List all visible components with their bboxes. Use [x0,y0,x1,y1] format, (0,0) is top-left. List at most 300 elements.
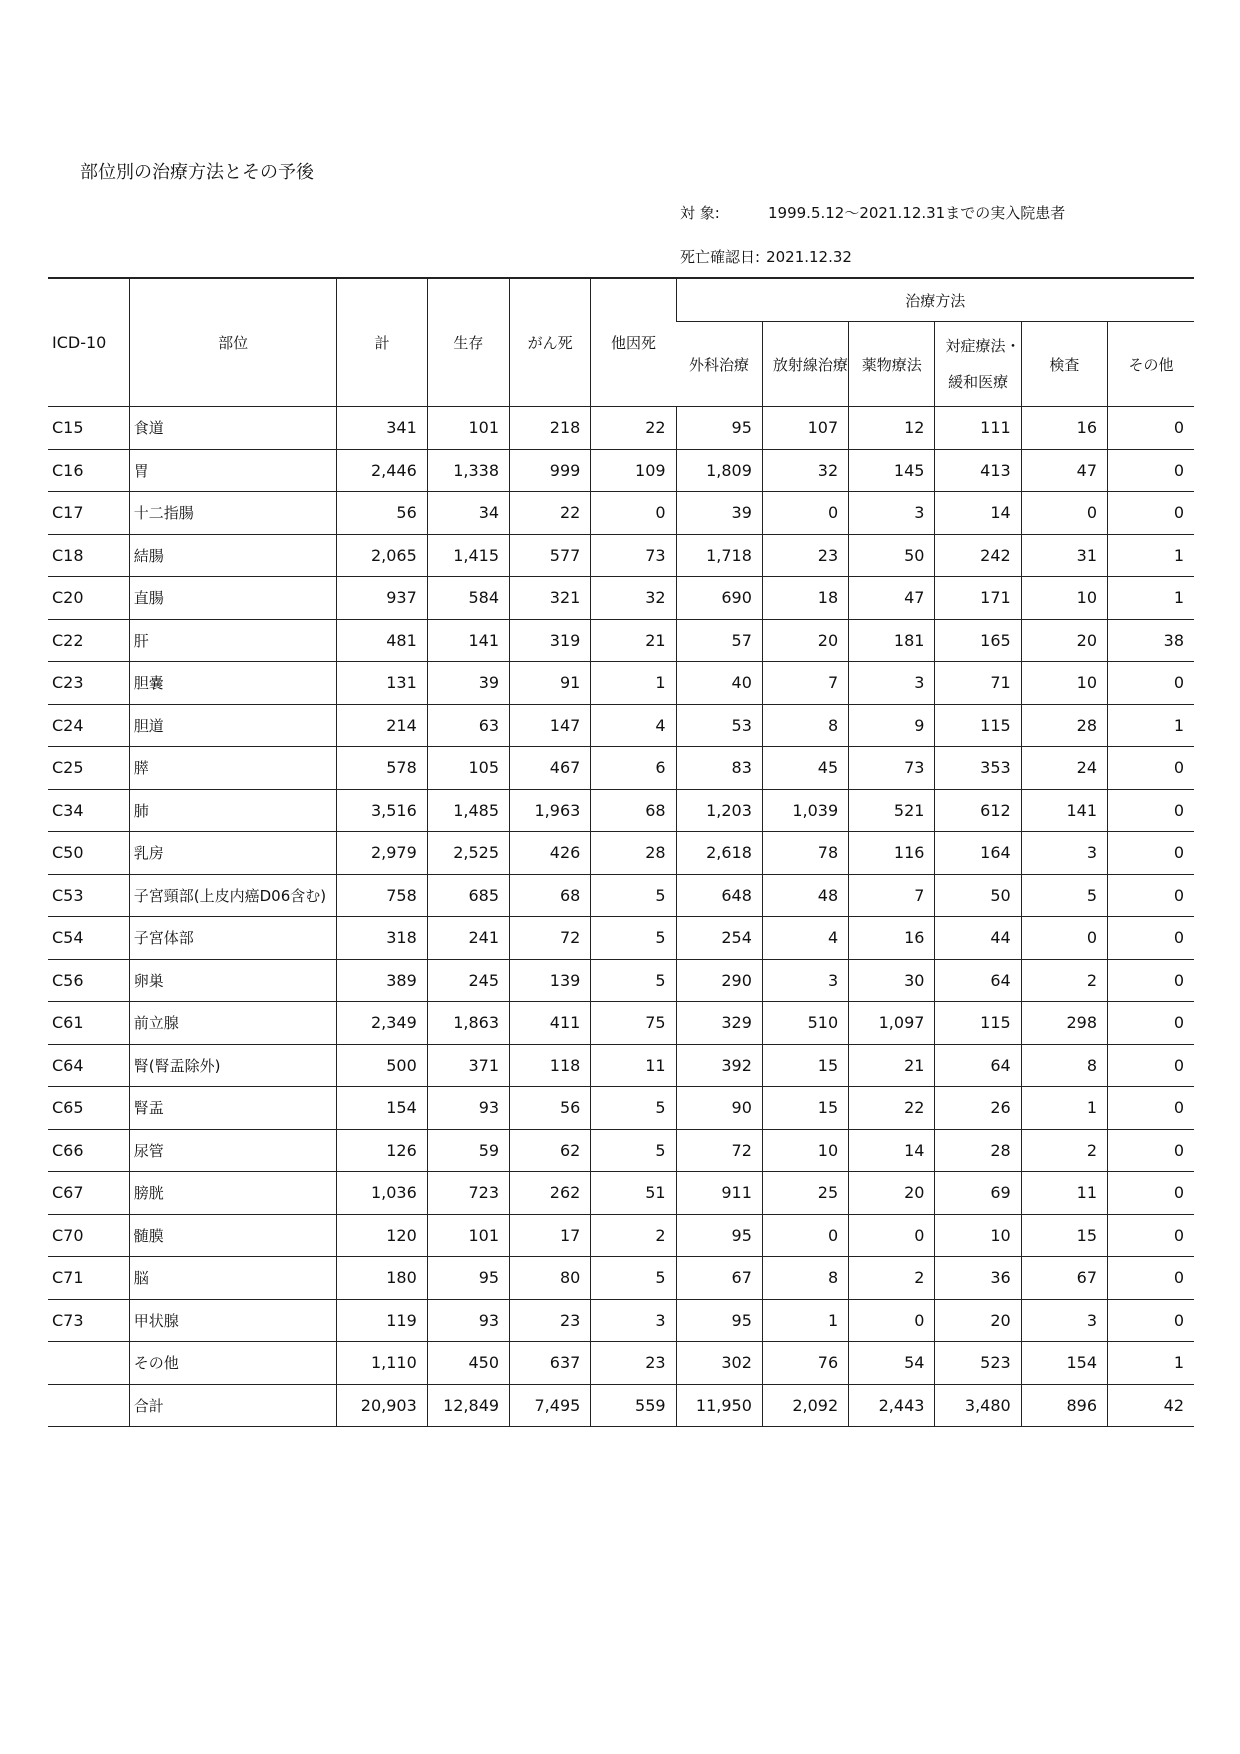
cell-alive: 101 [427,1214,509,1257]
cell-alive: 245 [427,959,509,1002]
cell-surgery: 11,950 [676,1384,762,1427]
cell-alive: 241 [427,917,509,960]
cell-alive: 685 [427,874,509,917]
cell-alive: 723 [427,1172,509,1215]
cell-other: 1 [1108,1342,1195,1385]
treatment-outcome-table [48,277,1194,1427]
cell-palliative: 36 [935,1257,1021,1300]
cell-palliative: 115 [935,1002,1021,1045]
cell-palliative: 71 [935,662,1021,705]
cell-drug: 3 [849,662,935,705]
cell-surgery: 67 [676,1257,762,1300]
table-row [48,832,1194,875]
cell-other-death: 22 [591,407,676,450]
cell-exam: 5 [1021,874,1107,917]
cell-surgery: 1,203 [676,789,762,832]
table-row [48,492,1194,535]
header-palliative-line2: 緩和医療 [948,373,1009,391]
cell-other: 0 [1108,747,1195,790]
header-total: 計 [337,278,427,407]
cell-cancer-death: 56 [510,1087,591,1130]
cell-icd: C24 [48,704,129,747]
cell-surgery: 2,618 [676,832,762,875]
cell-palliative: 14 [935,492,1021,535]
header-treatment-group: 治療方法 [676,278,1194,322]
cell-other-death: 75 [591,1002,676,1045]
cell-other: 0 [1108,917,1195,960]
cell-total: 2,065 [337,534,427,577]
cell-alive: 450 [427,1342,509,1385]
cell-cancer-death: 118 [510,1044,591,1087]
cell-other: 1 [1108,577,1195,620]
cell-radiation: 8 [762,1257,848,1300]
cell-alive: 93 [427,1087,509,1130]
cell-icd: C34 [48,789,129,832]
cell-exam: 47 [1021,449,1107,492]
cell-icd: C64 [48,1044,129,1087]
cell-radiation: 45 [762,747,848,790]
header-radiation: 放射線治療 [762,322,848,407]
target-value: 1999.5.12～2021.12.31までの実入院患者 [768,204,1066,222]
cell-other: 0 [1108,407,1195,450]
cell-radiation: 78 [762,832,848,875]
cell-cancer-death: 262 [510,1172,591,1215]
table-row [48,1087,1194,1130]
cell-exam: 896 [1021,1384,1107,1427]
cell-palliative: 164 [935,832,1021,875]
header-site: 部位 [129,278,337,407]
cell-other-death: 4 [591,704,676,747]
target-label: 対 象: [680,204,720,222]
cell-palliative: 64 [935,1044,1021,1087]
cell-alive: 101 [427,407,509,450]
cell-cancer-death: 91 [510,662,591,705]
cell-site: 子宮体部 [129,917,337,960]
cell-exam: 10 [1021,577,1107,620]
cell-cancer-death: 139 [510,959,591,1002]
cell-alive: 141 [427,619,509,662]
cell-drug: 9 [849,704,935,747]
header-exam: 検査 [1021,322,1107,407]
cell-drug: 0 [849,1214,935,1257]
cell-radiation: 23 [762,534,848,577]
cell-alive: 93 [427,1299,509,1342]
cell-drug: 16 [849,917,935,960]
cell-other: 0 [1108,1257,1195,1300]
cell-alive: 12,849 [427,1384,509,1427]
cell-other-death: 73 [591,534,676,577]
cell-exam: 3 [1021,1299,1107,1342]
cell-radiation: 20 [762,619,848,662]
cell-other: 0 [1108,1087,1195,1130]
cell-drug: 54 [849,1342,935,1385]
cell-palliative: 413 [935,449,1021,492]
table-row [48,1044,1194,1087]
cell-total: 131 [337,662,427,705]
table-row [48,449,1194,492]
cell-other-death: 5 [591,917,676,960]
cell-drug: 7 [849,874,935,917]
cell-radiation: 107 [762,407,848,450]
cell-icd: C70 [48,1214,129,1257]
cell-surgery: 290 [676,959,762,1002]
cell-cancer-death: 147 [510,704,591,747]
cell-other-death: 5 [591,874,676,917]
table-row [48,1257,1194,1300]
cell-alive: 1,415 [427,534,509,577]
cell-total: 578 [337,747,427,790]
cell-other-death: 5 [591,959,676,1002]
cell-surgery: 95 [676,407,762,450]
cell-total: 758 [337,874,427,917]
cell-exam: 154 [1021,1342,1107,1385]
cell-palliative: 26 [935,1087,1021,1130]
cell-palliative: 111 [935,407,1021,450]
cell-palliative: 64 [935,959,1021,1002]
cell-cancer-death: 72 [510,917,591,960]
cell-palliative: 50 [935,874,1021,917]
cell-exam: 141 [1021,789,1107,832]
cell-alive: 105 [427,747,509,790]
cell-exam: 1 [1021,1087,1107,1130]
cell-total: 341 [337,407,427,450]
cell-other-death: 21 [591,619,676,662]
cell-other-death: 5 [591,1257,676,1300]
cell-other: 0 [1108,832,1195,875]
cell-palliative: 353 [935,747,1021,790]
cell-other-death: 11 [591,1044,676,1087]
cell-cancer-death: 1,963 [510,789,591,832]
cell-exam: 11 [1021,1172,1107,1215]
cell-other-death: 51 [591,1172,676,1215]
cell-drug: 2 [849,1257,935,1300]
cell-other: 38 [1108,619,1195,662]
cell-other: 0 [1108,492,1195,535]
cell-site: 胆嚢 [129,662,337,705]
cell-palliative: 171 [935,577,1021,620]
cell-other: 0 [1108,1299,1195,1342]
cell-radiation: 0 [762,492,848,535]
cell-cancer-death: 17 [510,1214,591,1257]
cell-drug: 3 [849,492,935,535]
cell-drug: 21 [849,1044,935,1087]
cell-radiation: 15 [762,1044,848,1087]
table-row [48,1384,1194,1427]
cell-icd: C15 [48,407,129,450]
cell-surgery: 57 [676,619,762,662]
cell-drug: 50 [849,534,935,577]
cell-site: 結腸 [129,534,337,577]
cell-drug: 116 [849,832,935,875]
cell-surgery: 40 [676,662,762,705]
cell-radiation: 1,039 [762,789,848,832]
cell-cancer-death: 68 [510,874,591,917]
table-row [48,407,1194,450]
cell-alive: 1,863 [427,1002,509,1045]
header-other-death: 他因死 [591,278,676,407]
cell-icd: C16 [48,449,129,492]
target-line [680,202,1065,223]
cell-radiation: 18 [762,577,848,620]
cell-radiation: 1 [762,1299,848,1342]
cell-drug: 14 [849,1129,935,1172]
table-row [48,704,1194,747]
cell-other-death: 1 [591,662,676,705]
cell-surgery: 53 [676,704,762,747]
cell-other-death: 3 [591,1299,676,1342]
cell-drug: 30 [849,959,935,1002]
header-cancer-death: がん死 [510,278,591,407]
cell-icd: C56 [48,959,129,1002]
cell-other: 0 [1108,662,1195,705]
cell-total: 20,903 [337,1384,427,1427]
cell-icd: C73 [48,1299,129,1342]
cell-radiation: 48 [762,874,848,917]
table-body [48,407,1194,1427]
cell-palliative: 165 [935,619,1021,662]
cell-icd: C61 [48,1002,129,1045]
cell-icd: C20 [48,577,129,620]
cell-cancer-death: 319 [510,619,591,662]
cell-total: 119 [337,1299,427,1342]
cell-radiation: 3 [762,959,848,1002]
table-row [48,917,1194,960]
cell-palliative: 69 [935,1172,1021,1215]
cell-drug: 145 [849,449,935,492]
cell-alive: 371 [427,1044,509,1087]
cell-exam: 15 [1021,1214,1107,1257]
cell-surgery: 690 [676,577,762,620]
cell-surgery: 911 [676,1172,762,1215]
cell-radiation: 8 [762,704,848,747]
table-row [48,1172,1194,1215]
header-other: その他 [1108,322,1195,407]
cell-surgery: 95 [676,1299,762,1342]
cell-drug: 2,443 [849,1384,935,1427]
cell-site: 十二指腸 [129,492,337,535]
cell-drug: 22 [849,1087,935,1130]
cell-site: 膀胱 [129,1172,337,1215]
cell-total: 154 [337,1087,427,1130]
cell-other: 0 [1108,1044,1195,1087]
cell-total: 2,979 [337,832,427,875]
cell-drug: 521 [849,789,935,832]
cell-site: 尿管 [129,1129,337,1172]
cell-icd: C23 [48,662,129,705]
cell-exam: 2 [1021,1129,1107,1172]
cell-cancer-death: 22 [510,492,591,535]
cell-exam: 24 [1021,747,1107,790]
cell-icd: C25 [48,747,129,790]
cell-cancer-death: 321 [510,577,591,620]
cell-cancer-death: 999 [510,449,591,492]
cell-radiation: 510 [762,1002,848,1045]
cell-radiation: 4 [762,917,848,960]
cell-total: 500 [337,1044,427,1087]
cell-drug: 12 [849,407,935,450]
cell-surgery: 72 [676,1129,762,1172]
cell-radiation: 10 [762,1129,848,1172]
cell-radiation: 15 [762,1087,848,1130]
cell-palliative: 20 [935,1299,1021,1342]
cell-site: 肝 [129,619,337,662]
cell-other-death: 68 [591,789,676,832]
cell-surgery: 1,718 [676,534,762,577]
table-row [48,1214,1194,1257]
cell-other-death: 32 [591,577,676,620]
cell-other: 0 [1108,449,1195,492]
cell-alive: 95 [427,1257,509,1300]
cell-radiation: 7 [762,662,848,705]
cell-cancer-death: 426 [510,832,591,875]
cell-surgery: 95 [676,1214,762,1257]
table-row [48,1129,1194,1172]
cell-site: 卵巣 [129,959,337,1002]
cell-site: 髄膜 [129,1214,337,1257]
page-title: 部位別の治療方法とその予後 [80,162,314,183]
cell-alive: 34 [427,492,509,535]
cell-site: 食道 [129,407,337,450]
cell-palliative: 242 [935,534,1021,577]
table-row [48,1342,1194,1385]
cell-radiation: 32 [762,449,848,492]
cell-surgery: 392 [676,1044,762,1087]
cell-site: その他 [129,1342,337,1385]
cell-alive: 1,485 [427,789,509,832]
cell-total: 389 [337,959,427,1002]
cell-total: 56 [337,492,427,535]
cell-site: 腎(腎盂除外) [129,1044,337,1087]
cell-drug: 47 [849,577,935,620]
cell-drug: 73 [849,747,935,790]
cell-surgery: 648 [676,874,762,917]
table-row [48,874,1194,917]
cell-total: 1,036 [337,1172,427,1215]
cell-drug: 0 [849,1299,935,1342]
cell-total: 120 [337,1214,427,1257]
cell-alive: 59 [427,1129,509,1172]
table-row [48,747,1194,790]
cell-site: 合計 [129,1384,337,1427]
cell-surgery: 83 [676,747,762,790]
cell-icd: C66 [48,1129,129,1172]
cell-radiation: 76 [762,1342,848,1385]
cell-exam: 16 [1021,407,1107,450]
cell-total: 126 [337,1129,427,1172]
cell-total: 214 [337,704,427,747]
cell-other: 42 [1108,1384,1195,1427]
cell-alive: 63 [427,704,509,747]
cell-other: 0 [1108,959,1195,1002]
table-row [48,619,1194,662]
cell-total: 318 [337,917,427,960]
cell-total: 937 [337,577,427,620]
cell-other: 0 [1108,1002,1195,1045]
cell-icd: C65 [48,1087,129,1130]
cell-palliative: 28 [935,1129,1021,1172]
cell-cancer-death: 467 [510,747,591,790]
cell-surgery: 302 [676,1342,762,1385]
header-alive: 生存 [427,278,509,407]
cell-other: 0 [1108,874,1195,917]
cell-exam: 3 [1021,832,1107,875]
cell-alive: 39 [427,662,509,705]
death-date-line [680,246,852,267]
cell-site: 胆道 [129,704,337,747]
cell-exam: 67 [1021,1257,1107,1300]
cell-other-death: 2 [591,1214,676,1257]
cell-total: 3,516 [337,789,427,832]
cell-site: 腎盂 [129,1087,337,1130]
cell-palliative: 115 [935,704,1021,747]
cell-other: 0 [1108,1172,1195,1215]
cell-alive: 584 [427,577,509,620]
cell-site: 直腸 [129,577,337,620]
cell-surgery: 329 [676,1002,762,1045]
header-icd: ICD-10 [48,278,129,407]
cell-other: 0 [1108,1214,1195,1257]
cell-site: 脳 [129,1257,337,1300]
cell-other: 0 [1108,1129,1195,1172]
cell-other-death: 28 [591,832,676,875]
cell-exam: 8 [1021,1044,1107,1087]
cell-cancer-death: 577 [510,534,591,577]
cell-exam: 298 [1021,1002,1107,1045]
cell-surgery: 1,809 [676,449,762,492]
cell-palliative: 523 [935,1342,1021,1385]
cell-cancer-death: 7,495 [510,1384,591,1427]
cell-icd: C53 [48,874,129,917]
cell-exam: 0 [1021,917,1107,960]
cell-palliative: 10 [935,1214,1021,1257]
cell-other-death: 109 [591,449,676,492]
cell-total: 1,110 [337,1342,427,1385]
cell-surgery: 254 [676,917,762,960]
cell-cancer-death: 218 [510,407,591,450]
cell-site: 胃 [129,449,337,492]
cell-icd [48,1342,129,1385]
cell-other-death: 0 [591,492,676,535]
cell-exam: 10 [1021,662,1107,705]
header-palliative-line1: 対症療法・ [945,337,1021,355]
header-drug: 薬物療法 [849,322,935,407]
cell-other: 1 [1108,534,1195,577]
death-date-value: 2021.12.32 [766,248,852,266]
table-row [48,959,1194,1002]
table-row [48,662,1194,705]
cell-site: 甲状腺 [129,1299,337,1342]
cell-surgery: 39 [676,492,762,535]
cell-radiation: 0 [762,1214,848,1257]
cell-palliative: 3,480 [935,1384,1021,1427]
cell-exam: 0 [1021,492,1107,535]
cell-other: 1 [1108,704,1195,747]
cell-total: 481 [337,619,427,662]
cell-cancer-death: 637 [510,1342,591,1385]
table-row [48,1002,1194,1045]
cell-radiation: 25 [762,1172,848,1215]
cell-alive: 1,338 [427,449,509,492]
cell-drug: 1,097 [849,1002,935,1045]
cell-total: 2,446 [337,449,427,492]
cell-palliative: 612 [935,789,1021,832]
table-row [48,534,1194,577]
table-row [48,1299,1194,1342]
cell-other-death: 559 [591,1384,676,1427]
cell-exam: 2 [1021,959,1107,1002]
cell-icd: C17 [48,492,129,535]
cell-alive: 2,525 [427,832,509,875]
